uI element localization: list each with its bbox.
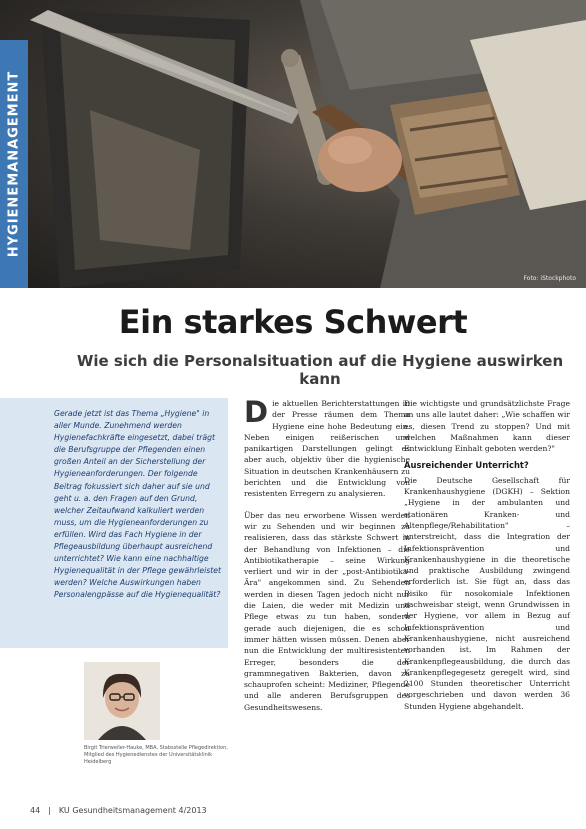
- article-subtitle: Wie sich die Personalsituation auf die Hygiene auswirken kann: [76, 352, 564, 388]
- photo-credit: Foto: iStockphoto: [523, 275, 576, 282]
- intro-text: Gerade jetzt ist das Thema „Hygiene" in aller Munde. Zunehmend werden Hygienefachkräfte eingesetzt, dabei trägt die Berufsgruppe der Pflegenden einen großen Anteil an der Sicherstellung der Hygieneanforderungen. Der folgende Beitrag fokussiert sich daher auf sie und geht u. a. den Fragen auf den Grund, welcher Zeitaufwand kalkuliert werden muss, um die Hygieneanforderungen zu erfüllen. Wird das Fach Hygiene in der Pflegeausbildung überhaupt ausreichend unterrichtet? Wie kann eine nachhaltige Hygienequalität in der Pflege gewährleistet werden? Welche Auswirkungen haben Personalengpässe auf die Hygienequalität?: [54, 409, 222, 600]
- paragraph: Die aktuellen Berichterstattungen in der Presse räumen dem Thema Hygiene eine hohe Bedeutung ein. Neben einigen reißerischen und panikartigen Darstellungen gelingt es aber auch, objektiv über die hygienische Situation in deutschen Krankenhäusern zu berichten und die Entwicklung von resistenten Erregern zu analysieren.: [244, 395, 410, 499]
- page-footer: [30, 806, 207, 815]
- author-portrait: [84, 662, 160, 740]
- paragraph: Über das neu erworbene Wissen werden wir zu Sehenden und wir beginnen zu realisieren, dass das stärkste Schwert in der Behandlung von Infektionen – die Antibiotikatherapie – seine Wirkung verliert und wir in der „post-Antibiotika-Ära" angekommen sind. Zu Sehenden werden in diesen Tagen jedoch nicht nur die Laien, die weder mit Medizin und Pflege etwas zu tun haben, sondern gerade auch diejenigen, die es schon immer hätten wissen müssen. Denen aber nun die Entwicklung der multiresistenten Erreger, besonders die der grammnegativen Bakterien, davon zu schauprofen scheint: Mediziner, Pflegende und alle anderen Berufsgruppen des Gesundheitswesens.: [244, 510, 410, 712]
- intro-box: [0, 398, 228, 648]
- article-title: Ein starkes Schwert: [118, 303, 468, 341]
- page-number: 44: [30, 806, 41, 815]
- sword-illustration: [0, 0, 586, 288]
- journal-name: KU Gesundheitsmanagement 4/2013: [58, 806, 207, 815]
- author-photo: [84, 662, 160, 740]
- dropcap: D: [244, 395, 269, 429]
- paragraph: Die Deutsche Gesellschaft für Krankenhaushygiene (DGKH) – Sektion „Hygiene in der ambulanten und stationären Kranken- und Altenpflege/Rehabilitation" – unterstreicht, dass die Integration der Infektionsprävention und Krankenhaushygiene in die theoretische und praktische Ausbildung zwingend erforderlich ist. Sie fügt an, dass das Risiko für nosokomiale Infektionen nachweisbar steigt, wenn Grundwissen in der Hygiene, vor allem in Bezug auf Infektionsprävention und Krankenhaushygiene, nicht ausreichend vorhanden ist. Im Rahmen der Krankenpflegeausbildung, die durch das Krankenpflegegesetz geregelt wird, sind 2100 Stunden theoretischer Unterricht vorgeschrieben und davon werden 36 Stunden Hygiene abgehandelt.: [404, 475, 570, 711]
- section-tab: [0, 40, 28, 288]
- section-heading: Ausreichender Unterricht?: [404, 460, 529, 471]
- paragraph: Die wichtigste und grundsätzlichste Frage an uns alle lautet daher: „Wie schaffen wir es, diesen Trend zu stoppen? Und mit welchen Maßnahmen kann dieser Entwicklung Einhalt geboten werden?": [404, 399, 570, 454]
- section-label: HYGIENEMANAGEMENT: [6, 70, 22, 258]
- author-caption: Birgit Trierweiler-Hauke, MBA, Stabsstelle Pflegedirektion, Mitglied des Hygienedienstes der Universitätsklinik Heidelberg: [84, 745, 228, 765]
- body-column-1: [244, 395, 410, 713]
- hero-photo: [0, 0, 586, 288]
- body-column-2: [404, 398, 570, 712]
- footer-separator: |: [48, 806, 51, 815]
